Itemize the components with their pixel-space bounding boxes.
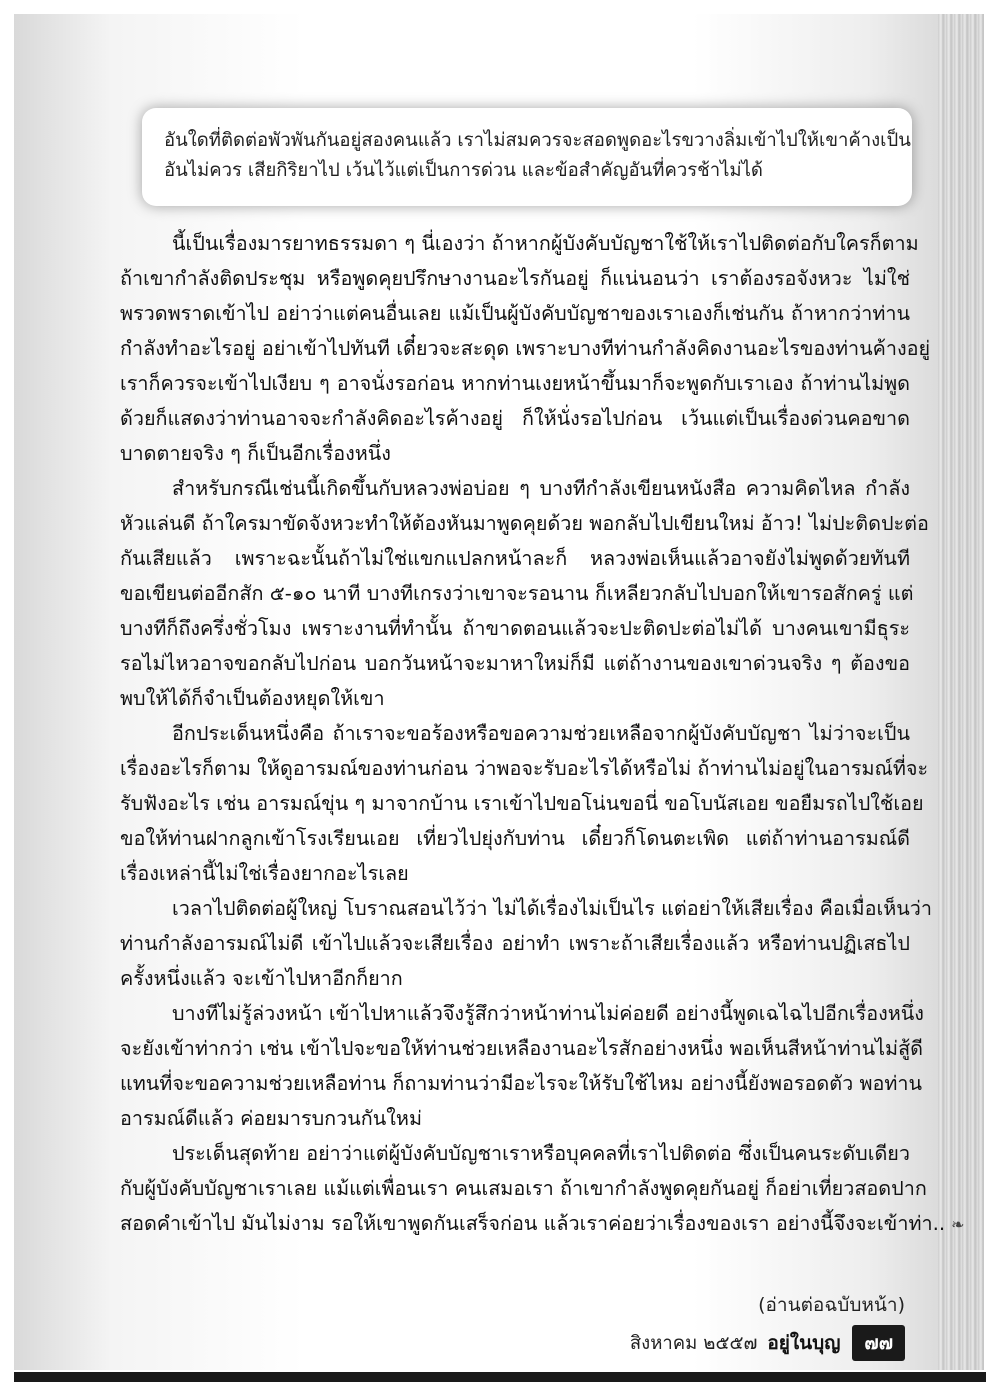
text-line: ครั้งหนึ่งแล้ว จะเข้าไปหาอีกก็ยาก xyxy=(120,967,403,990)
magazine-name: อยู่ในบุญ xyxy=(767,1332,841,1354)
text-line: ขอเขียนต่ออีกสัก ๕-๑๐ นาที บางทีเกรงว่าเขาจะรอนาน ก็เหลียวกลับไปบอกให้เขารอสักครู่ แต่ xyxy=(120,582,914,605)
text-line: ประเด็นสุดท้าย อย่าว่าแต่ผู้บังคับบัญชาเราหรือบุคคลที่เราไปติดต่อ ซึ่งเป็นคนระดับเดียว xyxy=(172,1142,910,1165)
text-line: รับฟังอะไร เช่น อารมณ์ขุ่น ๆ มาจากบ้าน เราเข้าไปขอโน่นขอนี่ ขอโบนัสเอย ขอยืมรถไปใช้เอย xyxy=(120,792,924,815)
text-line: ถ้าเขากำลังติดประชุม หรือพูดคุยปรึกษางานอะไรกันอยู่ ก็แน่นอนว่า เราต้องรอจังหวะ ไม่ใช่ xyxy=(120,267,910,290)
text-line: บางทีก็ถึงครึ่งชั่วโมง เพราะงานที่ทำนั้น ถ้าขาดตอนแล้วจะปะติดปะต่อไม่ได้ บางคนเขามีธุระ xyxy=(120,617,910,640)
paragraph xyxy=(120,226,931,471)
text-line: กันเสียแล้ว เพราะฉะนั้นถ้าไม่ใช่แขกแปลกหน้าละก็ หลวงพ่อเห็นแล้วอาจยังไม่พูดด้วยทันที xyxy=(120,547,910,570)
continued-note: (อ่านต่อฉบับหน้า) xyxy=(758,1294,905,1316)
text-line: กับผู้บังคับบัญชาเราเลย แม้แต่เพื่อนเรา คนเสมอเรา ถ้าเขากำลังพูดคุยกันอยู่ ก็อย่าเที่ยวสอดปาก xyxy=(120,1177,927,1200)
page-footer xyxy=(630,1325,905,1361)
text-line: พบให้ได้ก็จำเป็นต้องหยุดให้เขา xyxy=(120,687,385,710)
text-line: เรื่องเหล่านี้ไม่ใช่เรื่องยากอะไรเลย xyxy=(120,862,409,885)
text-line: จะยังเข้าท่ากว่า เช่น เข้าไปจะขอให้ท่านช่วยเหลืองานอะไรสักอย่างหนึ่ง พอเห็นสีหน้าท่านไม่สู้ดี xyxy=(120,1037,924,1060)
issue-date: สิงหาคม ๒๕๕๗ xyxy=(629,1332,758,1354)
text-line: กำลังทำอะไรอยู่ อย่าเข้าไปทันที เดี๋ยวจะสะดุด เพราะบางทีท่านกำลังคิดงานอะไรของท่านค้างอยู่ xyxy=(120,337,931,360)
text-line: แทนที่จะขอความช่วยเหลือท่าน ก็ถามท่านว่ามีอะไรจะให้รับใช้ไหม อย่างนี้ยังพอรอดตัว พอท่าน xyxy=(120,1072,923,1095)
paragraph xyxy=(120,716,929,891)
text-line: เราก็ควรจะเข้าไปเงียบ ๆ อาจนั่งรอก่อน หากท่านเงยหน้าขึ้นมาก็จะพูดกับเราเอง ถ้าท่านไม่พูด xyxy=(120,372,910,395)
page-stack-edge xyxy=(938,14,984,1370)
page-number: ๗๗ xyxy=(852,1325,905,1361)
paragraph xyxy=(120,996,924,1136)
text-line: บาดตายจริง ๆ ก็เป็นอีกเรื่องหนึ่ง xyxy=(120,442,391,465)
text-line: นี้เป็นเรื่องมารยาทธรรมดา ๆ นี่เองว่า ถ้าหากผู้บังคับบัญชาใช้ให้เราไปติดต่อกับใครก็ตาม xyxy=(172,232,919,255)
text-line: ท่านกำลังอารมณ์ไม่ดี เข้าไปแล้วจะเสียเรื่อง อย่าทำ เพราะถ้าเสียเรื่องแล้ว หรือท่านปฏิเสธไป xyxy=(120,932,910,955)
text-line-content: สอดคำเข้าไป มันไม่งาม รอให้เขาพูดกันเสร็จก่อน แล้วเราค่อยว่าเรื่องของเรา อย่างนี้จึงจะเข้าท่า.. xyxy=(120,1212,946,1235)
text-line: เวลาไปติดต่อผู้ใหญ่ โบราณสอนไว้ว่า ไม่ได้เรื่องไม่เป็นไร แต่อย่าให้เสียเรื่อง คือเมื่อเห็นว่า xyxy=(172,897,932,920)
text-line: บางทีไม่รู้ล่วงหน้า เข้าไปหาแล้วจึงรู้สึกว่าหน้าท่านไม่ค่อยดี อย่างนี้พูดเฉไฉไปอีกเรื่องหนึ่ง xyxy=(172,1002,924,1025)
text-line: ด้วยก็แสดงว่าท่านอาจจะกำลังคิดอะไรค้างอยู่ ก็ให้นั่งรอไปก่อน เว้นแต่เป็นเรื่องด่วนคอขาด xyxy=(120,407,910,430)
paragraph xyxy=(120,471,929,716)
text-line: พรวดพราดเข้าไป อย่าว่าแต่คนอื่นเลย แม้เป็นผู้บังคับบัญชาของเราเองก็เช่นกัน ถ้าหากว่าท่าน xyxy=(120,302,910,325)
text-line: อารมณ์ดีแล้ว ค่อยมารบกวนกันใหม่ xyxy=(120,1107,422,1130)
text-line: ขอให้ท่านฝากลูกเข้าโรงเรียนเอย เที่ยวไปยุ่งกับท่าน เดี๋ยวก็โดนตะเพิด แต่ถ้าท่านอารมณ์ดี xyxy=(120,827,910,850)
leaf-icon: ❧ xyxy=(951,1215,965,1234)
bottom-border xyxy=(14,1372,986,1382)
quote-line: อันใดที่ติดต่อพัวพันกันอยู่สองคนแล้ว เราไม่สมควรจะสอดพูดอะไรขวางลิ่มเข้าไปให้เขาค้างเป็น xyxy=(164,130,911,151)
left-margin xyxy=(0,0,14,1393)
text-line: สำหรับกรณีเช่นนี้เกิดขึ้นกับหลวงพ่อบ่อย ๆ บางทีกำลังเขียนหนังสือ ความคิดไหล กำลัง xyxy=(172,477,910,500)
text-line: หัวแล่นดี ถ้าใครมาขัดจังหวะทำให้ต้องหันมาพูดคุยด้วย พอกลับไปเขียนใหม่ อ้าว! ไม่ปะติดปะต่อ xyxy=(120,512,929,535)
paragraph xyxy=(120,891,932,996)
text-line: รอไม่ไหวอาจขอกลับไปก่อน บอกวันหน้าจะมาหาใหม่ก็มี แต่ถ้างานของเขาด่วนจริง ๆ ต้องขอ xyxy=(120,652,910,675)
text-line xyxy=(120,1206,965,1241)
paragraph xyxy=(120,1136,965,1241)
text-line: เรื่องอะไรก็ตาม ให้ดูอารมณ์ของท่านก่อน ว่าพอจะรับอะไรได้หรือไม่ ถ้าท่านไม่อยู่ในอารมณ์ที่จะ xyxy=(120,757,929,780)
article-body xyxy=(120,226,965,1241)
text-line: อีกประเด็นหนึ่งคือ ถ้าเราจะขอร้องหรือขอความช่วยเหลือจากผู้บังคับบัญชา ไม่ว่าจะเป็น xyxy=(172,722,910,745)
quote-line: อันไม่ควร เสียกิริยาไป เว้นไว้แต่เป็นการด่วน และข้อสำคัญอันที่ควรช้าไม่ได้ xyxy=(164,160,763,181)
quote-box xyxy=(142,108,912,206)
